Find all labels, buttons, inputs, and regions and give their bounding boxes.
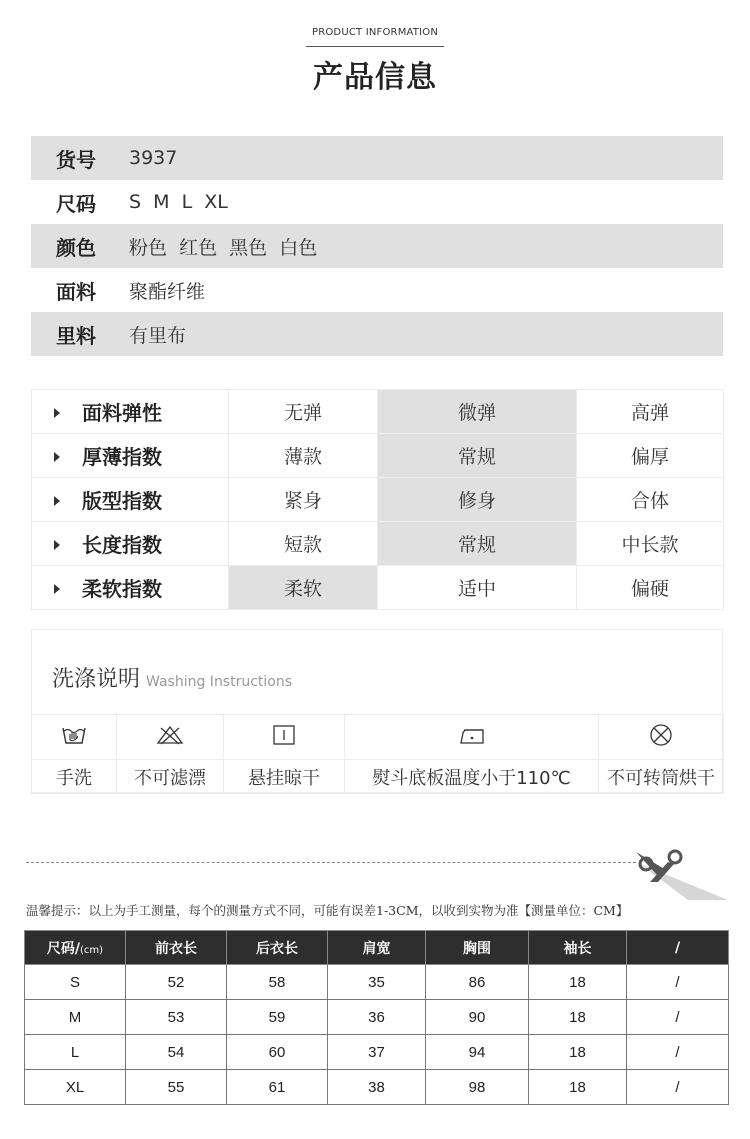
size-header-cell: / xyxy=(627,931,729,965)
attribute-option-selected: 柔软 xyxy=(229,566,378,610)
attribute-option: 紧身 xyxy=(229,478,378,522)
wash-label: 悬挂晾干 xyxy=(224,760,345,794)
info-row-lining xyxy=(31,312,723,356)
attribute-option: 薄款 xyxy=(229,434,378,478)
info-value: S M L XL xyxy=(129,191,228,213)
size-value-cell: / xyxy=(627,965,729,1000)
size-row xyxy=(25,1035,729,1070)
triangle-right-icon xyxy=(54,584,60,594)
info-row-item-number xyxy=(31,136,723,180)
info-key: 面料 xyxy=(56,279,96,304)
attribute-option-selected: 常规 xyxy=(378,434,577,478)
attribute-row xyxy=(32,522,724,566)
size-header-cell xyxy=(25,931,126,965)
size-header-label: 尺码/ xyxy=(46,940,81,957)
washing-title-en: Washing Instructions xyxy=(146,674,293,690)
size-row xyxy=(25,965,729,1000)
info-value: 聚酯纤维 xyxy=(129,280,206,303)
cut-line xyxy=(26,862,636,863)
wash-label: 不可转筒烘干 xyxy=(599,760,724,794)
attribute-label: 版型指数 xyxy=(82,489,162,513)
attribute-row xyxy=(32,566,724,610)
info-key: 颜色 xyxy=(56,235,96,260)
attribute-label-cell xyxy=(32,478,229,522)
size-value-cell: 36 xyxy=(328,1000,426,1035)
size-label-cell: S xyxy=(25,965,126,1000)
size-value-cell: 61 xyxy=(227,1070,328,1105)
size-value-cell: 18 xyxy=(529,1035,627,1070)
attribute-row xyxy=(32,390,724,434)
no-bleach-icon xyxy=(156,725,184,745)
info-value: 有里布 xyxy=(129,324,187,347)
attribute-row xyxy=(32,434,724,478)
header-divider xyxy=(306,46,444,47)
info-row-fabric xyxy=(31,268,723,312)
info-value: 3937 xyxy=(129,147,178,169)
attribute-label-cell xyxy=(32,434,229,478)
attribute-option: 偏厚 xyxy=(577,434,724,478)
triangle-right-icon xyxy=(54,452,60,462)
size-header-cell: 前衣长 xyxy=(126,931,227,965)
no-tumble-dry-icon xyxy=(648,723,674,747)
size-label-cell: XL xyxy=(25,1070,126,1105)
size-value-cell: / xyxy=(627,1070,729,1105)
iron-cell xyxy=(345,715,599,760)
attribute-option-selected: 微弹 xyxy=(378,390,577,434)
size-value-cell: / xyxy=(627,1035,729,1070)
measurement-note: 温馨提示：以上为手工测量，每个的测量方式不同，可能有误差1-3CM，以收到实物为准【测量单位：CM】 xyxy=(26,903,629,918)
triangle-right-icon xyxy=(54,408,60,418)
attribute-option: 无弹 xyxy=(229,390,378,434)
size-label-cell: L xyxy=(25,1035,126,1070)
size-value-cell: 60 xyxy=(227,1035,328,1070)
info-row-size xyxy=(31,180,723,224)
triangle-right-icon xyxy=(54,496,60,506)
hang-dry-icon xyxy=(272,725,296,745)
header-subtitle: PRODUCT INFORMATION xyxy=(311,27,439,38)
size-chart-table xyxy=(24,930,729,1105)
attribute-row xyxy=(32,478,724,522)
attribute-label-cell xyxy=(32,566,229,610)
size-value-cell: 38 xyxy=(328,1070,426,1105)
attribute-label-cell xyxy=(32,522,229,566)
attribute-option: 偏硬 xyxy=(577,566,724,610)
attribute-label-cell xyxy=(32,390,229,434)
size-header-unit: (cm) xyxy=(80,944,104,956)
no-tumble-dry-cell xyxy=(599,715,724,760)
size-value-cell: 90 xyxy=(426,1000,529,1035)
size-row xyxy=(25,1070,729,1105)
size-value-cell: 98 xyxy=(426,1070,529,1105)
info-key: 尺码 xyxy=(56,191,96,216)
info-key: 货号 xyxy=(56,147,96,172)
washing-title xyxy=(52,662,292,693)
size-value-cell: 58 xyxy=(227,965,328,1000)
attribute-option: 短款 xyxy=(229,522,378,566)
washing-title-cn: 洗涤说明 xyxy=(52,667,141,692)
attribute-label: 面料弹性 xyxy=(82,401,162,425)
size-value-cell: 18 xyxy=(529,965,627,1000)
size-row xyxy=(25,1000,729,1035)
attribute-option: 合体 xyxy=(577,478,724,522)
info-value: 粉色 红色 黑色 白色 xyxy=(129,236,318,259)
size-label-cell: M xyxy=(25,1000,126,1035)
size-header-cell: 肩宽 xyxy=(328,931,426,965)
size-value-cell: 18 xyxy=(529,1070,627,1105)
attribute-option-selected: 修身 xyxy=(378,478,577,522)
size-value-cell: 59 xyxy=(227,1000,328,1035)
hang-dry-cell xyxy=(224,715,345,760)
no-bleach-cell xyxy=(117,715,224,760)
product-info-table xyxy=(31,136,723,356)
attribute-option: 高弹 xyxy=(577,390,724,434)
size-value-cell: 53 xyxy=(126,1000,227,1035)
wash-label: 不可滤漂 xyxy=(117,760,224,794)
washing-icons-table xyxy=(31,714,724,794)
size-value-cell: 55 xyxy=(126,1070,227,1105)
size-value-cell: 86 xyxy=(426,965,529,1000)
info-key: 里料 xyxy=(56,323,96,348)
attribute-label: 柔软指数 xyxy=(82,577,162,601)
attribute-label: 厚薄指数 xyxy=(82,445,162,469)
hand-wash-cell xyxy=(32,715,117,760)
size-value-cell: 37 xyxy=(328,1035,426,1070)
triangle-right-icon xyxy=(54,540,60,550)
attribute-option: 适中 xyxy=(378,566,577,610)
washing-section xyxy=(31,629,723,793)
info-row-color xyxy=(31,224,723,268)
attribute-grid xyxy=(31,389,724,610)
attribute-option: 中长款 xyxy=(577,522,724,566)
size-header-cell: 胸围 xyxy=(426,931,529,965)
page-title: 产品信息 xyxy=(313,60,437,95)
size-header-cell: 后衣长 xyxy=(227,931,328,965)
hand-wash-icon xyxy=(61,725,87,745)
iron-icon xyxy=(457,725,487,745)
attribute-label: 长度指数 xyxy=(82,533,162,557)
size-value-cell: 52 xyxy=(126,965,227,1000)
wash-label: 熨斗底板温度小于110℃ xyxy=(345,760,599,794)
size-value-cell: 35 xyxy=(328,965,426,1000)
size-header-row xyxy=(25,931,729,965)
size-value-cell: 54 xyxy=(126,1035,227,1070)
wash-label: 手洗 xyxy=(32,760,117,794)
size-header-cell: 袖长 xyxy=(529,931,627,965)
scissors-icon xyxy=(628,842,728,902)
size-value-cell: 94 xyxy=(426,1035,529,1070)
attribute-option-selected: 常规 xyxy=(378,522,577,566)
size-value-cell: 18 xyxy=(529,1000,627,1035)
size-value-cell: / xyxy=(627,1000,729,1035)
